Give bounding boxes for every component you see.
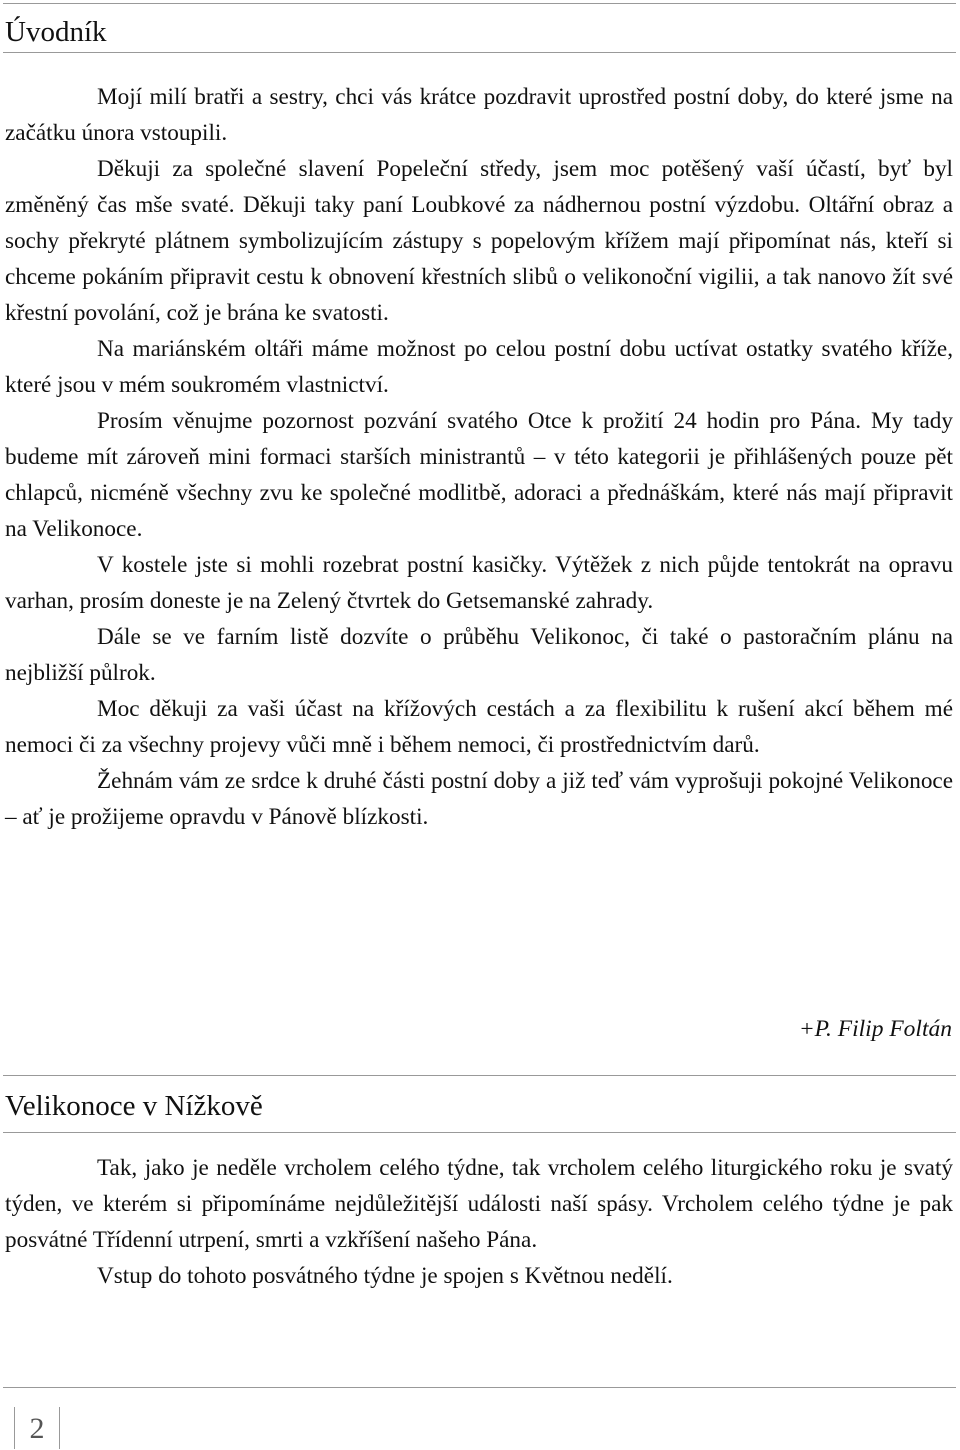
author-signature: +P. Filip Foltán: [798, 1016, 952, 1042]
paragraph: Mojí milí bratři a sestry, chci vás krátce pozdravit uprostřed postní doby, do které jsme na začátku února vstoupili.: [5, 84, 953, 146]
section-title-velikonoce: Velikonoce v Nížkově: [5, 1090, 263, 1122]
page-number-box: [14, 1407, 60, 1449]
section-top-rule: [3, 3, 956, 4]
paragraph: Moc děkuji za vaši účast na křížových cestách a za flexibilitu k rušení akcí během mé nemoci či za všechny projevy vůči mně i během nemoci, či prostřednictvím darů.: [5, 696, 953, 758]
section-title-rule: [3, 52, 956, 53]
paragraph: Tak, jako je neděle vrcholem celého týdne, tak vrcholem celého liturgického roku je svatý týden, ve kterém si připomínáme nejdůležitější události naší spásy. Vrcholem celého týdne je pak posvátné Třídenní utrpení, smrti a vzkříšení našeho Pána.: [5, 1155, 953, 1253]
paragraph: Prosím věnujme pozornost pozvání svatého Otce k prožití 24 hodin pro Pána. My tady budeme mít zároveň mini formaci starších ministrantů – v této kategorii je přihlášených pouze pět chlapců, nicméně všechny zvu ke společné modlitbě, adoraci a přednáškám, které nás mají připravit na Velikonoce.: [5, 408, 953, 542]
paragraph: Vstup do tohoto posvátného týdne je spojen s Květnou nedělí.: [97, 1263, 673, 1289]
page-number: 2: [29, 1412, 45, 1445]
section-title-rule: [3, 1132, 956, 1133]
footer-rule: [3, 1387, 956, 1388]
section-top-rule: [3, 1075, 956, 1076]
paragraph: Na mariánském oltáři máme možnost po celou postní dobu uctívat ostatky svatého kříže, které jsou v mém soukromém vlastnictví.: [5, 336, 953, 398]
paragraph: Dále se ve farním listě dozvíte o průběhu Velikonoc, či také o pastoračním plánu na nejbližší půlrok.: [5, 624, 953, 686]
paragraph: Děkuji za společné slavení Popeleční středy, jsem moc potěšený vaší účastí, byť byl změněný čas mše svaté. Děkuji taky paní Loubkové za nádhernou postní výzdobu. Oltářní obraz a sochy překryté plátnem symbolizujícím zástupy s popelovým křížem mají připomínat nás, kteří si chceme pokáním připravit cestu k obnovení křestních slibů o velikonoční vigilii, a tak nanovo žít své křestní povolání, což je brána ke svatosti.: [5, 156, 953, 326]
section-title-uvodnik: Úvodník: [5, 16, 107, 48]
velikonoce-body: [5, 1150, 953, 1294]
uvodnik-body: [5, 79, 953, 835]
paragraph: Žehnám vám ze srdce k druhé části postní doby a již teď vám vyprošuji pokojné Velikonoce – ať je prožijeme opravdu v Pánově blízkosti.: [5, 768, 953, 830]
paragraph: V kostele jste si mohli rozebrat postní kasičky. Výtěžek z nich půjde tentokrát na opravu varhan, prosím doneste je na Zelený čtvrtek do Getsemanské zahrady.: [5, 552, 953, 614]
